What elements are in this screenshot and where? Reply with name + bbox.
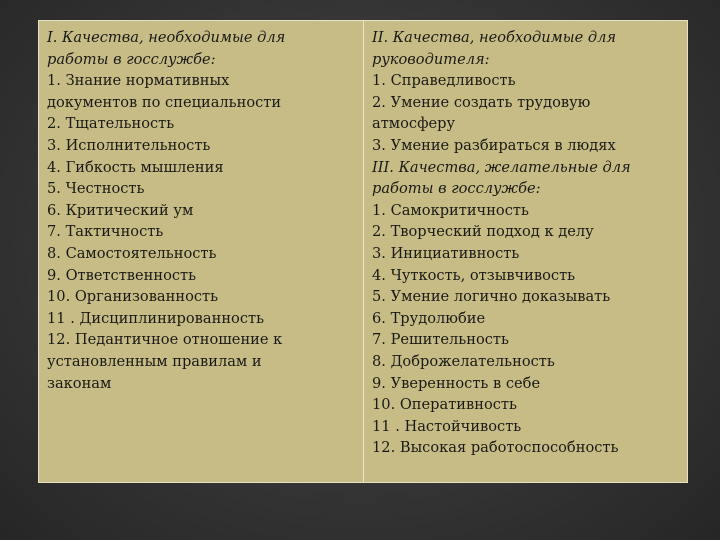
list-item: 10. Организованность [47, 288, 219, 306]
list-item: 10. Оперативность [372, 396, 517, 414]
list-item: 1. Справедливость [372, 72, 516, 90]
column-divider [363, 21, 364, 482]
list-item: 4. Гибкость мышления [47, 158, 224, 176]
list-item: 11 . Дисциплинированность [47, 309, 265, 327]
list-item: 12. Высокая работоспособность [372, 439, 619, 457]
list-item: 1. Знание нормативных [47, 72, 230, 90]
qualities-table [38, 20, 688, 483]
list-item: 6. Трудолюбие [372, 309, 486, 327]
list-item: законам [47, 374, 112, 392]
list-item: 9. Ответственность [47, 266, 197, 284]
left-column [47, 27, 359, 394]
list-item: 3. Инициативность [372, 244, 520, 262]
left-heading-line-1: I. Качества, необходимые для [47, 29, 286, 46]
list-item: 2. Тщательность [47, 115, 175, 133]
list-item: 2. Умение создать трудовую [372, 93, 591, 111]
list-item: 5. Честность [47, 180, 145, 198]
list-item: 3. Умение разбираться в людях [372, 136, 616, 154]
right-heading-2-line-1: III. Качества, желательные для [372, 158, 631, 176]
right-heading-1-line-2: руководителя: [372, 50, 490, 68]
list-item: 6. Критический ум [47, 201, 194, 219]
list-item: 12. Педантичное отношение к [47, 331, 283, 349]
list-item: 2. Творческий подход к делу [372, 223, 594, 241]
list-item: 7. Решительность [372, 331, 509, 349]
list-item: 8. Доброжелательность [372, 352, 555, 370]
list-item: 3. Исполнительность [47, 136, 211, 154]
right-heading-1-line-1: II. Качества, необходимые для [372, 29, 617, 46]
list-item: атмосферу [372, 115, 456, 133]
list-item: 1. Самокритичность [372, 201, 529, 219]
list-item: 5. Умение логично доказывать [372, 288, 611, 306]
list-item: 7. Тактичность [47, 223, 164, 241]
list-item: документов по специальности [47, 93, 282, 111]
list-item: 11 . Настойчивость [372, 417, 522, 435]
list-item: 4. Чуткость, отзывчивость [372, 266, 576, 284]
right-column [372, 27, 684, 459]
list-item: 8. Самостоятельность [47, 244, 217, 262]
left-heading-line-2: работы в госслужбе: [47, 50, 216, 68]
right-heading-2-line-2: работы в госслужбе: [372, 180, 541, 198]
list-item: 9. Уверенность в себе [372, 374, 541, 392]
list-item: установленным правилам и [47, 352, 262, 370]
